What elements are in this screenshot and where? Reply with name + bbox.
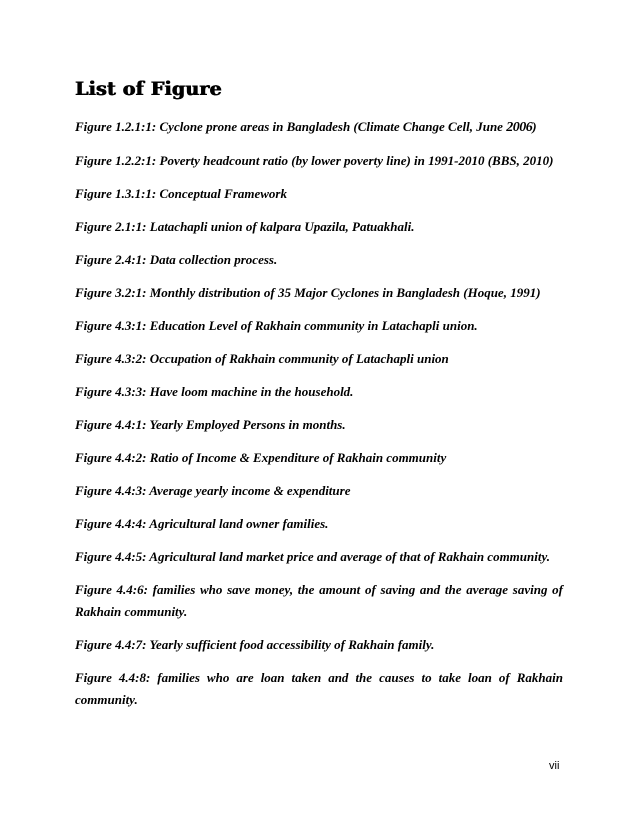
figure-entry: Figure 3.2:1: Monthly distribution of 35 Major Cyclones in Bangladesh (Hoque, 1991) bbox=[75, 285, 541, 300]
figure-list bbox=[75, 116, 563, 711]
figure-entry bbox=[75, 116, 563, 139]
figure-entry: Figure 4.4:3: Average yearly income & expenditure bbox=[75, 483, 351, 498]
figure-entry: Figure 4.4:1: Yearly Employed Persons in months. bbox=[75, 417, 346, 432]
figure-entry: Figure 1.3.1:1: Conceptual Framework bbox=[75, 186, 287, 201]
figure-entry: Figure 4.4:6: families who save money, the amount of saving and the average saving of Rakhain community. bbox=[75, 582, 563, 619]
figure-entry: Figure 4.3:1: Education Level of Rakhain community in Latachapli union. bbox=[75, 318, 478, 333]
figure-entry: Figure 4.4:7: Yearly sufficient food accessibility of Rakhain family. bbox=[75, 637, 435, 652]
figure-entry: Figure 4.4:5: Agricultural land market price and average of that of Rakhain community. bbox=[75, 549, 551, 564]
figure-entry-text: Figure 1.2.1:1: Cyclone prone areas in Bangladesh (Climate Change Cell, June bbox=[75, 119, 507, 134]
figure-entry: Figure 4.3:3: Have loom machine in the household. bbox=[75, 384, 354, 399]
figure-entry: Figure 4.4:2: Ratio of Income & Expenditure of Rakhain community bbox=[75, 450, 447, 465]
figure-entry: Figure 2.1:1: Latachapli union of kalpara Upazila, Patuakhali. bbox=[75, 219, 415, 234]
figure-entry: Figure 4.4:8: families who are loan taken and the causes to take loan of Rakhain community. bbox=[75, 670, 563, 707]
figure-entry-year: 2006 bbox=[506, 120, 533, 135]
figure-entry-close: ) bbox=[532, 119, 537, 134]
page-number: vii bbox=[549, 760, 560, 772]
figure-entry: Figure 4.3:2: Occupation of Rakhain community of Latachapli union bbox=[75, 351, 449, 366]
figure-entry: Figure 4.4:4: Agricultural land owner families. bbox=[75, 516, 329, 531]
figure-entry: Figure 2.4:1: Data collection process. bbox=[75, 252, 278, 267]
page-title: List of Figure bbox=[75, 78, 222, 100]
figure-entry: Figure 1.2.2:1: Poverty headcount ratio (by lower poverty line) in 1991-2010 (BBS, 2010) bbox=[75, 153, 554, 168]
